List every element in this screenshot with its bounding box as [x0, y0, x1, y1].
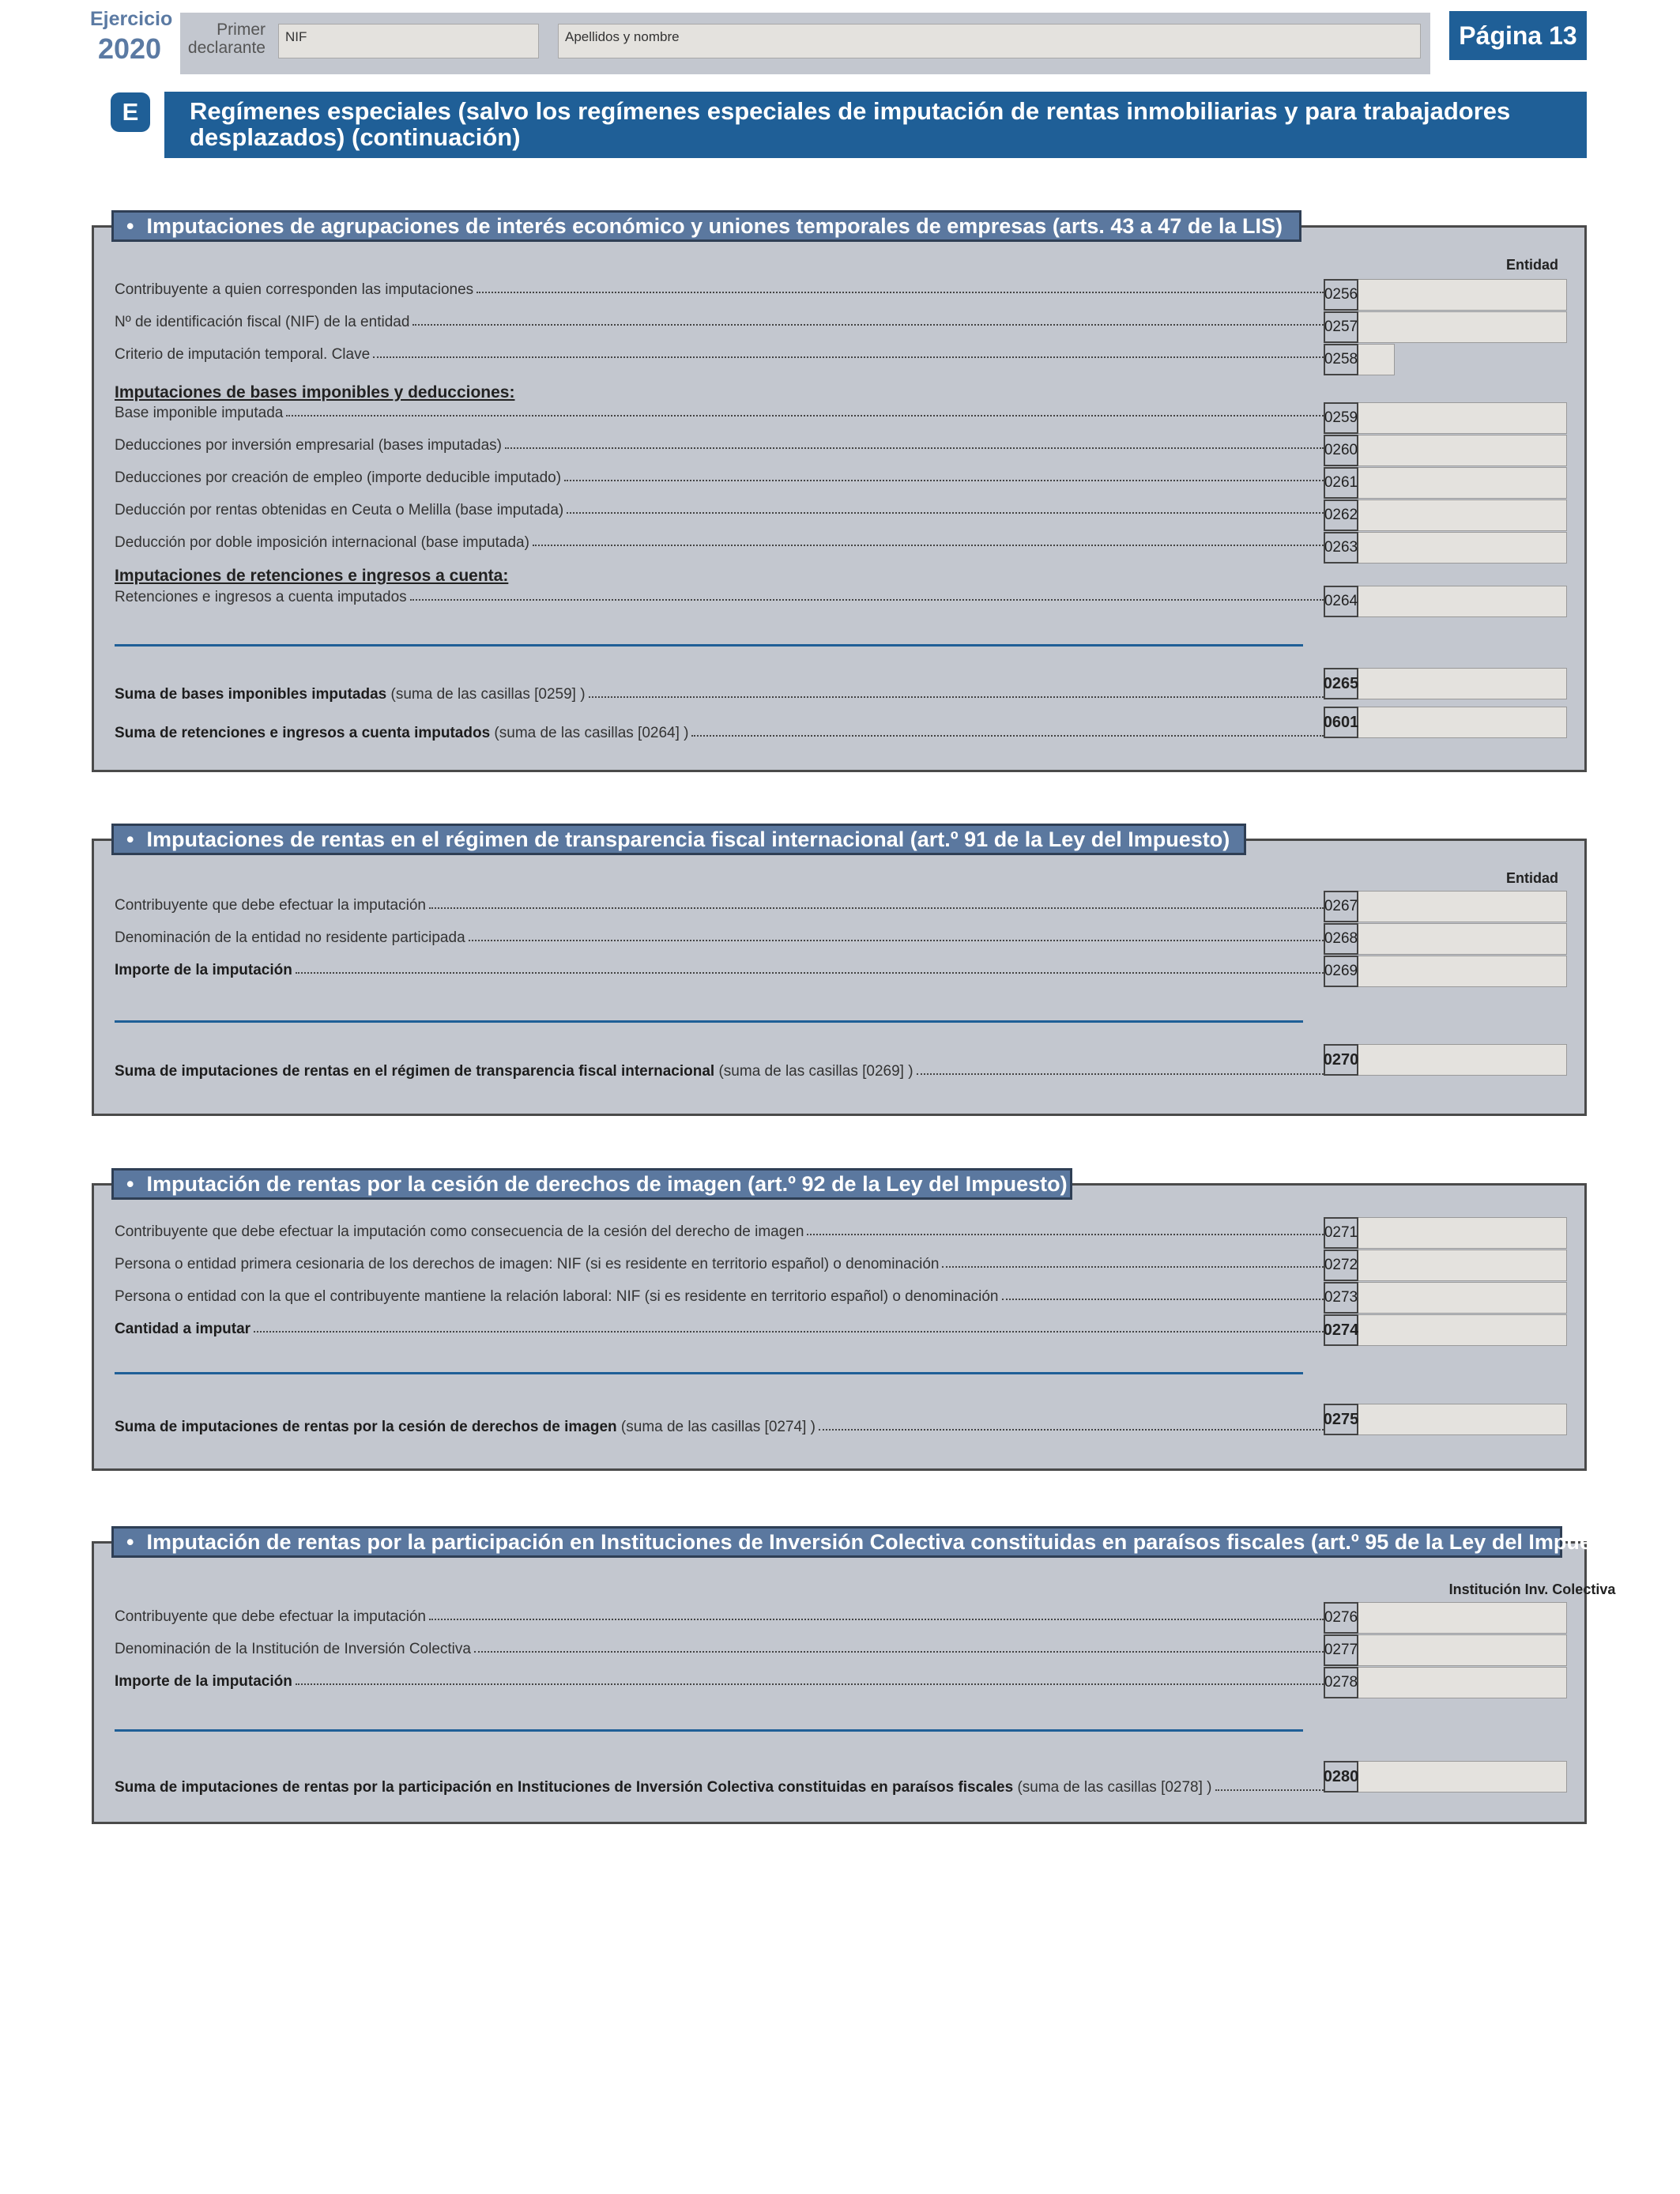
- field-0256[interactable]: [1324, 279, 1567, 311]
- field-input[interactable]: [1358, 1217, 1567, 1249]
- field-0257[interactable]: [1324, 311, 1567, 343]
- form-row: [115, 1250, 1327, 1273]
- field-input[interactable]: [1358, 668, 1567, 699]
- form-row: [115, 1634, 1327, 1658]
- field-code: 0278: [1324, 1667, 1358, 1698]
- row-label: Deducciones por creación de empleo (importe deducible imputado): [115, 469, 562, 486]
- field-code: 0261: [1324, 467, 1358, 499]
- ejercicio-label: Ejercicio: [90, 8, 173, 30]
- row-label: Deducciones por inversión empresarial (bases imputadas): [115, 437, 503, 454]
- field-code: 0274: [1324, 1314, 1358, 1346]
- field-input[interactable]: [1358, 923, 1567, 955]
- field-0276[interactable]: [1324, 1602, 1567, 1634]
- field-0265[interactable]: [1324, 668, 1567, 699]
- field-0267[interactable]: [1324, 891, 1567, 922]
- dot-leader: [429, 907, 1324, 909]
- row-label: Contribuyente que debe efectuar la imputación: [115, 897, 426, 914]
- field-input[interactable]: [1358, 1282, 1567, 1314]
- transparencia-fiscal-title-text: Imputaciones de rentas en el régimen de transparencia fiscal internacional (art.º 91 de la Ley del Impuesto): [146, 827, 1230, 851]
- form-row: [115, 956, 1327, 979]
- transparencia-fiscal-box: [92, 827, 1587, 1116]
- row-label: Suma de imputaciones de rentas en el régimen de transparencia fiscal internacional (suma de las casillas [0269] ): [115, 1063, 913, 1080]
- bullet-icon: •: [126, 827, 134, 851]
- field-0601[interactable]: [1324, 707, 1567, 738]
- field-input[interactable]: [1358, 1602, 1567, 1634]
- field-0270[interactable]: [1324, 1044, 1567, 1076]
- bullet-icon: •: [126, 1530, 134, 1554]
- field-code: 0260: [1324, 435, 1358, 466]
- dot-leader: [533, 545, 1324, 546]
- subhead-retenciones: Imputaciones de retenciones e ingresos a cuenta:: [115, 567, 509, 585]
- field-input[interactable]: [1358, 891, 1567, 922]
- entidad-column-header: Entidad: [1506, 870, 1558, 886]
- aie-ute-title: [111, 210, 1301, 242]
- row-label: Retenciones e ingresos a cuenta imputados: [115, 589, 407, 605]
- field-0260[interactable]: [1324, 435, 1567, 466]
- field-code: 0270: [1324, 1044, 1358, 1076]
- sum-row: [115, 1773, 1327, 1796]
- dot-leader: [469, 940, 1324, 941]
- field-0275[interactable]: [1324, 1404, 1567, 1435]
- field-input[interactable]: [1358, 586, 1567, 617]
- row-label: Suma de retenciones e ingresos a cuenta imputados (suma de las casillas [0264] ): [115, 725, 689, 741]
- row-label: Persona o entidad primera cesionaria de los derechos de imagen: NIF (si es residente en territorio español) o denominación: [115, 1256, 940, 1272]
- form-row: [115, 340, 1327, 364]
- row-label: Persona o entidad con la que el contribuyente mantiene la relación laboral: NIF (si es residente en territorio español) o denominación: [115, 1288, 999, 1305]
- bullet-icon: •: [126, 214, 134, 238]
- row-label: Deducción por rentas obtenidas en Ceuta o Melilla (base imputada): [115, 502, 564, 518]
- dot-leader: [373, 356, 1324, 358]
- row-label: Deducción por doble imposición internacional (base imputada): [115, 534, 529, 551]
- dot-leader: [691, 735, 1324, 737]
- iic-paraisos-fiscales-title-text: Imputación de rentas por la participación en Instituciones de Inversión Colectiva constituidas en paraísos fiscales (art.º 95 de la Ley del Impuesto): [146, 1530, 1631, 1554]
- field-0280[interactable]: [1324, 1761, 1567, 1793]
- page-number: Página 13: [1449, 11, 1587, 60]
- derechos-imagen-title-text: Imputación de rentas por la cesión de derechos de imagen (art.º 92 de la Ley del Impuesto): [146, 1172, 1068, 1196]
- field-code: 0267: [1324, 891, 1358, 922]
- field-0271[interactable]: [1324, 1217, 1567, 1249]
- dot-leader: [286, 415, 1324, 417]
- row-label: Cantidad a imputar: [115, 1321, 251, 1337]
- field-input[interactable]: [1358, 1634, 1567, 1666]
- form-row: [115, 1602, 1327, 1626]
- aie-ute-title-text: Imputaciones de agrupaciones de interés económico y uniones temporales de empresas (arts. 43 a 47 de la LIS): [146, 214, 1283, 238]
- row-label: Nº de identificación fiscal (NIF) de la entidad: [115, 314, 410, 330]
- dot-leader: [505, 447, 1324, 449]
- field-input[interactable]: [1358, 956, 1567, 987]
- row-label: Criterio de imputación temporal. Clave: [115, 346, 371, 363]
- field-code: 0263: [1324, 532, 1358, 564]
- form-row: [115, 496, 1327, 519]
- field-input[interactable]: [1358, 1404, 1567, 1435]
- dot-leader: [1002, 1299, 1324, 1300]
- form-row: [115, 923, 1327, 947]
- row-label: Suma de imputaciones de rentas por la participación en Instituciones de Inversión Colectiva constituidas en paraísos fiscales (suma de las casillas [0278] ): [115, 1779, 1212, 1796]
- dot-leader: [819, 1429, 1324, 1431]
- form-row: [115, 1217, 1327, 1241]
- field-code: 0257: [1324, 311, 1358, 343]
- field-code: 0258: [1324, 344, 1358, 375]
- dot-leader: [942, 1266, 1324, 1268]
- dot-leader: [807, 1234, 1324, 1235]
- dot-leader: [474, 1651, 1324, 1653]
- field-input[interactable]: [1358, 707, 1567, 738]
- iic-paraisos-fiscales-box: [92, 1530, 1631, 1824]
- row-label: Importe de la imputación: [115, 962, 292, 978]
- field-0272[interactable]: [1324, 1250, 1567, 1281]
- field-code: 0269: [1324, 956, 1358, 987]
- row-label: Suma de bases imponibles imputadas (suma de las casillas [0259] ): [115, 686, 586, 703]
- field-input[interactable]: [1358, 435, 1567, 466]
- field-input[interactable]: [1358, 467, 1567, 499]
- field-0261[interactable]: [1324, 467, 1567, 499]
- field-code: 0259: [1324, 402, 1358, 434]
- dot-leader: [296, 1683, 1324, 1685]
- row-label: Contribuyente que debe efectuar la imputación como consecuencia de la cesión del derecho de imagen: [115, 1223, 804, 1240]
- field-input[interactable]: [1358, 311, 1567, 343]
- field-code: 0275: [1324, 1404, 1358, 1435]
- form-row: [115, 1667, 1327, 1691]
- field-input[interactable]: [1358, 344, 1395, 375]
- nif-field[interactable]: NIF: [278, 24, 539, 58]
- declarante-bar: [180, 13, 1430, 74]
- dot-leader: [254, 1331, 1324, 1333]
- field-0264[interactable]: [1324, 586, 1567, 617]
- field-0262[interactable]: [1324, 499, 1567, 531]
- field-input[interactable]: [1358, 1250, 1567, 1281]
- row-label: Denominación de la entidad no residente participada: [115, 929, 465, 946]
- field-code: 0256: [1324, 279, 1358, 311]
- form-row: [115, 275, 1327, 299]
- dot-leader: [429, 1619, 1324, 1620]
- dot-leader: [296, 972, 1324, 974]
- row-label: Importe de la imputación: [115, 1673, 292, 1690]
- field-code: 0272: [1324, 1250, 1358, 1281]
- dot-leader: [567, 512, 1324, 514]
- field-0263[interactable]: [1324, 532, 1567, 564]
- field-code: 0276: [1324, 1602, 1358, 1634]
- field-code: 0264: [1324, 586, 1358, 617]
- field-input[interactable]: [1358, 1761, 1567, 1793]
- sum-row: [115, 1057, 1327, 1080]
- field-input[interactable]: [1358, 499, 1567, 531]
- form-row: [115, 1314, 1327, 1338]
- field-0274[interactable]: [1324, 1314, 1567, 1346]
- field-code: 0271: [1324, 1217, 1358, 1249]
- field-code: 0273: [1324, 1282, 1358, 1314]
- bullet-icon: •: [126, 1172, 134, 1196]
- field-0268[interactable]: [1324, 923, 1567, 955]
- subhead-bases: Imputaciones de bases imponibles y deducciones:: [115, 383, 515, 401]
- dot-leader: [1215, 1789, 1324, 1791]
- form-row: [115, 398, 1327, 422]
- sum-row: [115, 1412, 1327, 1436]
- field-input[interactable]: [1358, 1667, 1567, 1698]
- form-row: [115, 431, 1327, 454]
- row-label: Suma de imputaciones de rentas por la cesión de derechos de imagen (suma de las casillas [0274] ): [115, 1419, 816, 1435]
- separator-line: [115, 1729, 1303, 1732]
- dot-leader: [589, 696, 1324, 698]
- field-0269[interactable]: [1324, 956, 1567, 987]
- primer-declarante-label: Primer declarante: [187, 21, 266, 57]
- field-0258[interactable]: [1324, 344, 1395, 375]
- dot-leader: [564, 480, 1324, 481]
- row-label: Base imponible imputada: [115, 405, 284, 421]
- row-label: Contribuyente que debe efectuar la imputación: [115, 1608, 426, 1625]
- form-row: [115, 891, 1327, 914]
- separator-line: [115, 1372, 1303, 1374]
- derechos-imagen-title: [111, 1168, 1072, 1200]
- institucion-column-header: Institución Inv. Colectiva: [1448, 1581, 1616, 1597]
- row-label: Contribuyente a quien corresponden las imputaciones: [115, 281, 474, 298]
- aie-ute-box: [92, 214, 1587, 772]
- form-row: [115, 528, 1327, 552]
- dot-leader: [410, 599, 1324, 601]
- field-0277[interactable]: [1324, 1634, 1567, 1666]
- field-0273[interactable]: [1324, 1282, 1567, 1314]
- apellidos-nombre-field[interactable]: Apellidos y nombre: [558, 24, 1421, 58]
- ejercicio-block: [90, 8, 173, 66]
- field-input[interactable]: [1358, 402, 1567, 434]
- sum-row: [115, 718, 1327, 742]
- separator-line: [115, 1020, 1303, 1023]
- separator-line: [115, 644, 1303, 647]
- sum-row: [115, 680, 1327, 703]
- transparencia-fiscal-title: [111, 824, 1246, 855]
- field-code: 0268: [1324, 923, 1358, 955]
- ejercicio-year: 2020: [97, 32, 162, 65]
- field-code: 0601: [1324, 707, 1358, 738]
- iic-paraisos-fiscales-title: [111, 1526, 1631, 1558]
- dot-leader: [477, 292, 1324, 293]
- form-row: [115, 307, 1327, 331]
- form-row: [115, 1282, 1327, 1306]
- dot-leader: [412, 324, 1324, 326]
- field-code: 0277: [1324, 1634, 1358, 1666]
- field-0259[interactable]: [1324, 402, 1567, 434]
- field-code: 0280: [1324, 1761, 1358, 1793]
- field-input[interactable]: [1358, 279, 1567, 311]
- field-code: 0265: [1324, 668, 1358, 699]
- form-row: [115, 463, 1327, 487]
- derechos-imagen-box: [92, 1172, 1587, 1471]
- field-input[interactable]: [1358, 1044, 1567, 1076]
- row-label: Denominación de la Institución de Inversión Colectiva: [115, 1641, 471, 1657]
- field-input[interactable]: [1358, 1314, 1567, 1346]
- form-row: [115, 582, 1327, 606]
- field-0278[interactable]: [1324, 1667, 1567, 1698]
- field-code: 0262: [1324, 499, 1358, 531]
- section-title: Regímenes especiales (salvo los regímenes especiales de imputación de rentas inmobiliarias y para trabajadores desplazados) (continuación): [164, 92, 1587, 158]
- section-letter: E: [111, 92, 150, 132]
- field-input[interactable]: [1358, 532, 1567, 564]
- entidad-column-header: Entidad: [1506, 257, 1558, 273]
- dot-leader: [917, 1073, 1324, 1075]
